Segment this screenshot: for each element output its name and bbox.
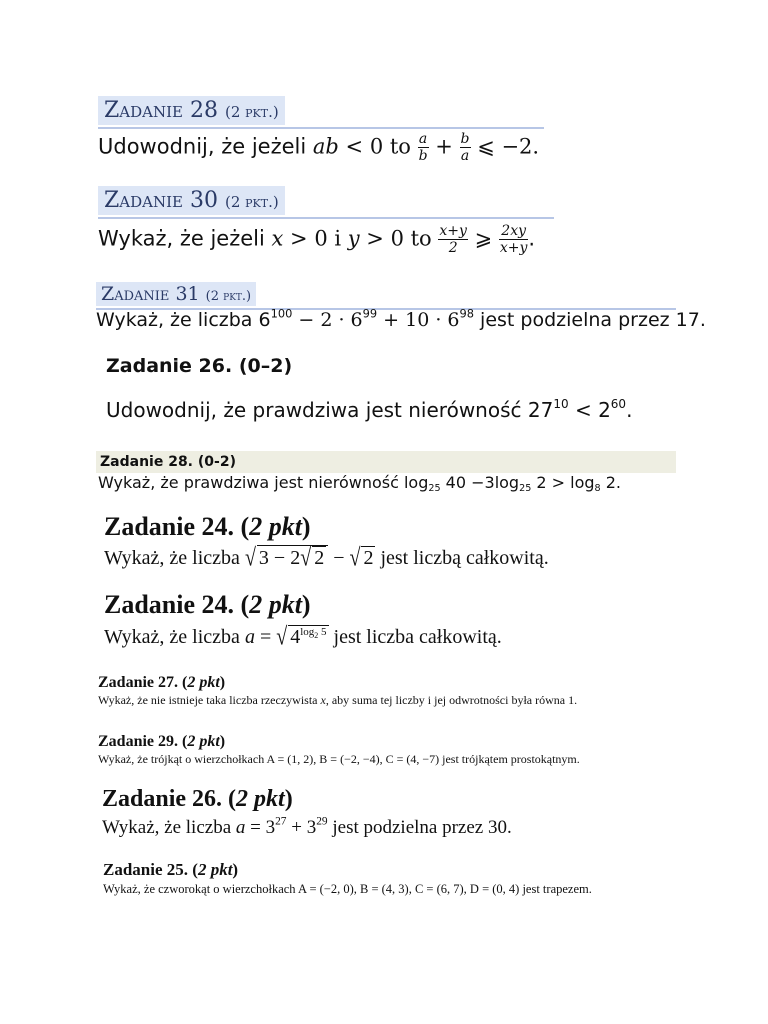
- task-header: Zadanie 24. (2 pkt): [104, 590, 311, 619]
- task-header: Zadanie 30 (2 pkt.): [98, 186, 285, 215]
- task-header: Zadanie 24. (2 pkt): [104, 512, 311, 541]
- task-text: Wykaż, że trójkąt o wierzchołkach A = (1, 2), B = (−2, −4), C = (4, −7) jest trójkątem prostokątnym.: [98, 752, 580, 766]
- task-header: Zadanie 31 (2 pkt.): [96, 282, 256, 306]
- task-text: Wykaż, że jeżeli x > 0 i y > 0 to $\frac{x+y}{2}$ ⩾ $\frac{2xy}{x+y}$ .: [98, 223, 536, 256]
- task-header: Zadanie 28. (0-2): [96, 451, 676, 473]
- task-text: Udowodnij, że prawdziwa jest nierówność $27^{10} < 2^{60}$.: [106, 397, 633, 422]
- task-header: Zadanie 27. (2 pkt): [98, 674, 226, 691]
- task-text: Wykaż, że czworokąt o wierzchołkach A = (−2, 0), B = (4, 3), C = (6, 7), D = (0, 4) jest trapezem.: [103, 882, 592, 896]
- task-header: Zadanie 29. (2 pkt): [98, 733, 226, 750]
- task-text: Wykaż, że nie istnieje taka liczba rzeczywista x, aby suma tej liczby i jej odwrotności była równa 1.: [98, 693, 578, 707]
- task-text: Udowodnij, że jeżeli ab < 0 to $\frac{a}{b}$ + $\frac{b}{a}$ ⩽ −2.: [98, 131, 540, 164]
- task-text: Wykaż, że liczba $6^{100} - 2 \cdot 6^{99} + 10 \cdot 6^{98}$ jest podzielna przez 17.: [96, 306, 706, 331]
- task-header: Zadanie 26. (2 pkt): [102, 786, 293, 812]
- header-rule: [98, 127, 544, 129]
- task-text: Wykaż, że prawdziwa jest nierówność $\log_{25} 40 -3\log_{25}$ $2 > \log_8 2$.: [98, 473, 622, 494]
- header-rule: [98, 217, 554, 219]
- task-text: Wykaż, że liczba √ 3 − 2√ 2 − √ 2 jest liczbą całkowitą.: [104, 544, 549, 572]
- task-header: Zadanie 28 (2 pkt.): [98, 96, 285, 125]
- task-header: Zadanie 26. (0–2): [106, 355, 293, 377]
- task-text: Wykaż, że liczba $a = 3^{27} + 3^{29}$ jest podzielna przez 30.: [102, 815, 512, 838]
- task-header: Zadanie 25. (2 pkt): [103, 860, 239, 879]
- task-text: Wykaż, że liczba a = √ $4^{log_2 5}$ jest liczba całkowitą.: [104, 623, 502, 651]
